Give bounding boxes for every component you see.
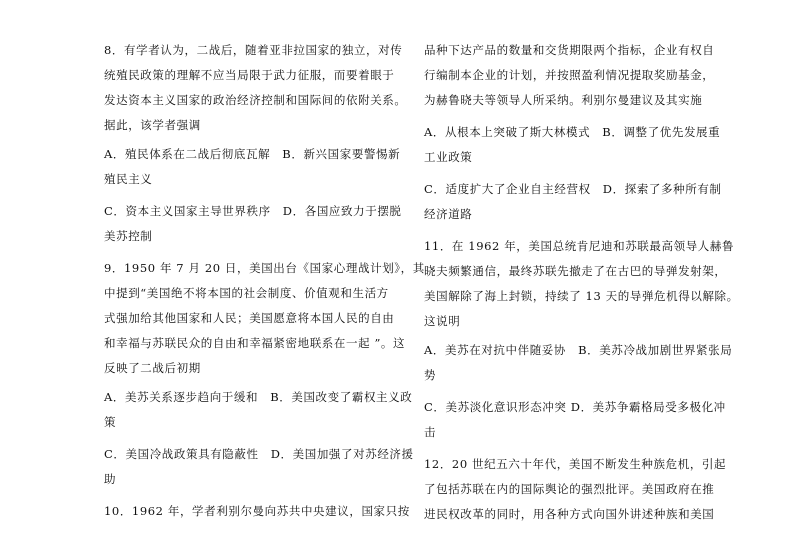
question-10-start [104, 499, 416, 524]
q9-option-cd: C．美国冷战政策具有隐蔽性 D．美国加强了对苏经济援 [104, 447, 414, 461]
q11-option-cd: C．美苏淡化意识形态冲突 D．美苏争霸格局受多极化冲 [424, 400, 726, 414]
q10-option-cd: C．适度扩大了企业自主经营权 D．探索了多种所有制 [424, 182, 722, 196]
question-9 [104, 256, 425, 492]
q12-stem-line: 了包括苏联在内的国际舆论的强烈批评。美国政府在推 [424, 482, 715, 496]
q8-option-cd: C．资本主义国家主导世界秩序 D．各国应致力于摆脱 [104, 204, 402, 218]
q8-stem-line: 统殖民政策的理解不应当局限于武力征服，而要着眼于 [104, 68, 395, 82]
q11-stem-line: 这说明 [424, 314, 461, 328]
q10-option-cd-cont: 经济道路 [424, 207, 473, 221]
q11-stem-line: 晓夫频繁通信，最终苏联先撤走了在古巴的导弹发射架， [424, 264, 727, 278]
q10-stem-line: 为赫鲁晓夫等领导人所采纳。利别尔曼建议及其实施 [424, 93, 703, 107]
q9-stem-line: 9．1950 年 7 月 20 日，美国出台《国家心理战计划》，其 [104, 261, 425, 275]
q8-option-cd-cont: 美苏控制 [104, 229, 153, 243]
q11-stem-line: 美国解除了海上封锁，持续了 13 天的导弹危机得以解除。 [424, 289, 739, 303]
q9-stem-line: 和幸福与苏联民众的自由和幸福紧密地联系在一起 ”。这 [104, 336, 406, 350]
q12-stem-line: 进民权改革的同时，用各种方式向国外讲述种族和美国 [424, 507, 715, 521]
q8-option-ab-cont: 殖民主义 [104, 172, 153, 186]
q11-option-ab: A．美苏在对抗中伴随妥协 B．美苏冷战加剧世界紧张局 [424, 343, 733, 357]
left-column [104, 38, 425, 524]
q11-option-cd-cont: 击 [424, 425, 437, 439]
q9-stem-line: 中提到“美国绝不将本国的社会制度、价值观和生活方 [104, 286, 389, 300]
q9-option-cd-cont: 助 [104, 472, 117, 486]
q12-stem-line: 12．20 世纪五六十年代，美国不断发生种族危机，引起 [424, 457, 727, 471]
q8-stem-line: 据此，该学者强调 [104, 118, 201, 132]
q10-stem-line: 行编制本企业的计划，并按照盈利情况提取奖励基金， [424, 68, 715, 82]
q9-option-ab: A．美苏关系逐步趋向于缓和 B．美国改变了霸权主义政 [104, 390, 413, 404]
q10-stem-line: 10．1962 年，学者利别尔曼向苏共中央建议，国家只按 [104, 504, 410, 518]
right-column [424, 38, 739, 527]
q8-stem-line: 8．有学者认为，二战后，随着亚非拉国家的独立，对传 [104, 43, 403, 57]
q11-stem-line: 11．在 1962 年，美国总统肯尼迪和苏联最高领导人赫鲁 [424, 239, 735, 253]
q11-option-ab-cont: 势 [424, 368, 437, 382]
q10-option-ab: A．从根本上突破了斯大林模式 B．调整了优先发展重 [424, 125, 721, 139]
q9-option-ab-cont: 策 [104, 415, 117, 429]
q9-stem-line: 式强加给其他国家和人民；美国愿意将本国人民的自由 [104, 311, 395, 325]
q10-stem-line: 品种下达产品的数量和交货期限两个指标，企业有权自 [424, 43, 715, 57]
q8-stem-line: 发达资本主义国家的政治经济控制和国际间的依附关系。 [104, 93, 407, 107]
q8-option-ab: A．殖民体系在二战后彻底瓦解 B．新兴国家要警惕新 [104, 147, 401, 161]
question-12-start [424, 452, 736, 527]
question-10-continued [424, 38, 736, 227]
question-11 [424, 234, 739, 445]
q9-stem-line: 反映了二战后初期 [104, 361, 201, 375]
q10-option-ab-cont: 工业政策 [424, 150, 473, 164]
question-8 [104, 38, 416, 249]
